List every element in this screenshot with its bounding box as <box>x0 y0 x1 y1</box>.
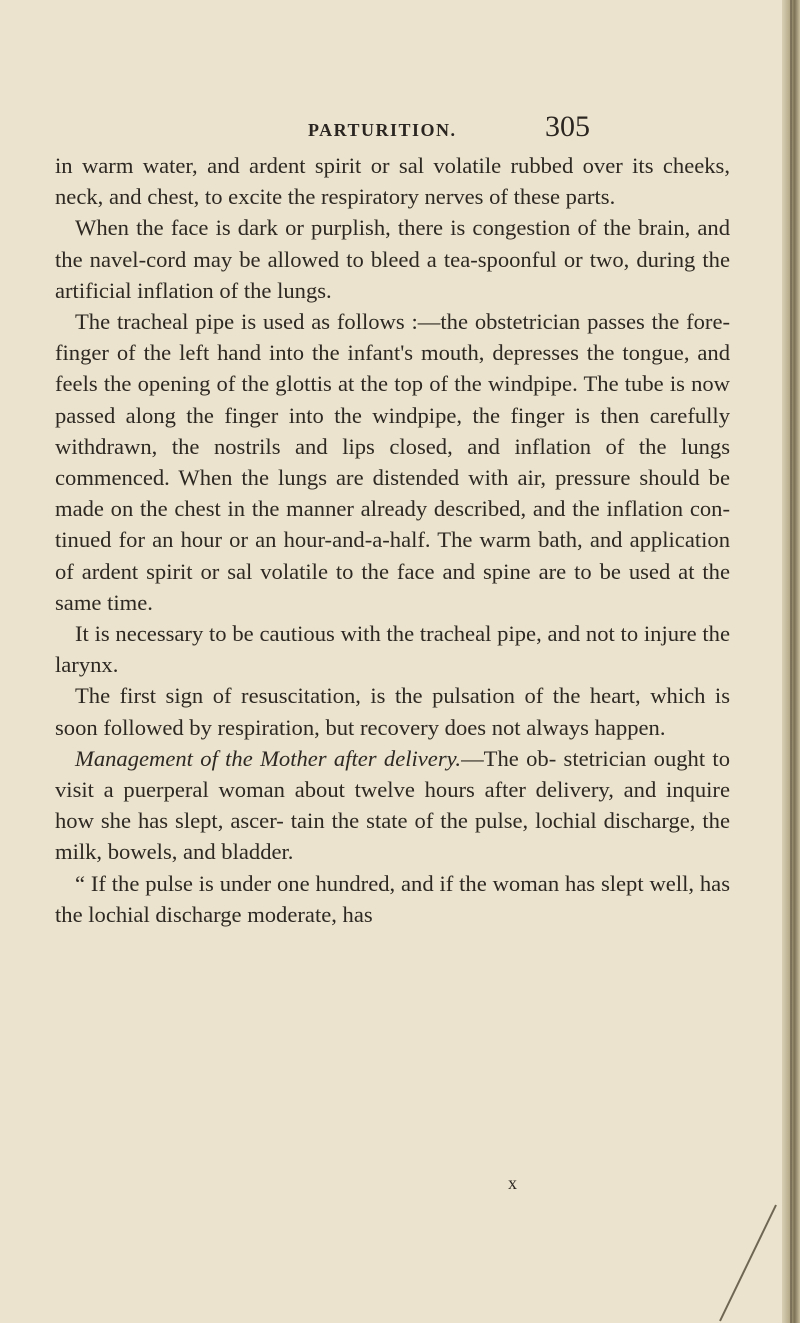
signature-mark: x <box>508 1173 517 1193</box>
section-paragraph <box>55 743 730 868</box>
paragraph: When the face is dark or purplish, there is congestion of the brain, and the navel-cord may be allowed to bleed a tea-spoonful or two, during the artificial inflation of the lungs. <box>55 215 730 303</box>
page-number: 305 <box>545 110 590 143</box>
paragraph: It is necessary to be cautious with the tracheal pipe, and not to injure the larynx. <box>55 621 730 678</box>
running-header <box>0 110 800 150</box>
paragraph: The first sign of resuscitation, is the pulsation of the heart, which is soon followed by respiration, but recovery does not always happen. <box>55 683 730 740</box>
section-text: —The ob- stetrician ought to visit a puerperal woman about twelve hours after delivery, and inquire how she has slept, ascer- tain the state of the pulse, lochial discharge, the milk, bowels, and bladder. <box>55 745 731 865</box>
running-title: PARTURITION. <box>308 120 457 140</box>
paragraph: in warm water, and ardent spirit or sal volatile rubbed over its cheeks, neck, and chest, to excite the respiratory nerves of these parts. <box>55 153 730 210</box>
body-text <box>55 150 730 930</box>
quote-paragraph: “ If the pulse is under one hundred, and if the woman has slept well, has the lochial discharge moderate, has <box>55 870 730 927</box>
page-fold-mark <box>718 1203 778 1323</box>
section-heading: Management of the Mother after delivery. <box>75 745 462 771</box>
paragraph: The tracheal pipe is used as follows :—the obstetrician passes the fore-finger of the left hand into the infant's mouth, depresses the tongue, and feels the opening of the glottis at the top of the windpipe. The tube is now passed along the finger into the windpipe, the finger is then carefully withdrawn, the nostrils and lips closed, and inflation of the lungs commenced. When the lungs are distended with air, pressure should be made on the chest in the manner already described, and the inflation con- tinued for an hour or an hour-and-a-half. The warm bath, and application of ardent spirit or sal volatile to the face and spine are to be used at the same time. <box>55 309 730 615</box>
book-spine-line <box>790 0 792 1323</box>
